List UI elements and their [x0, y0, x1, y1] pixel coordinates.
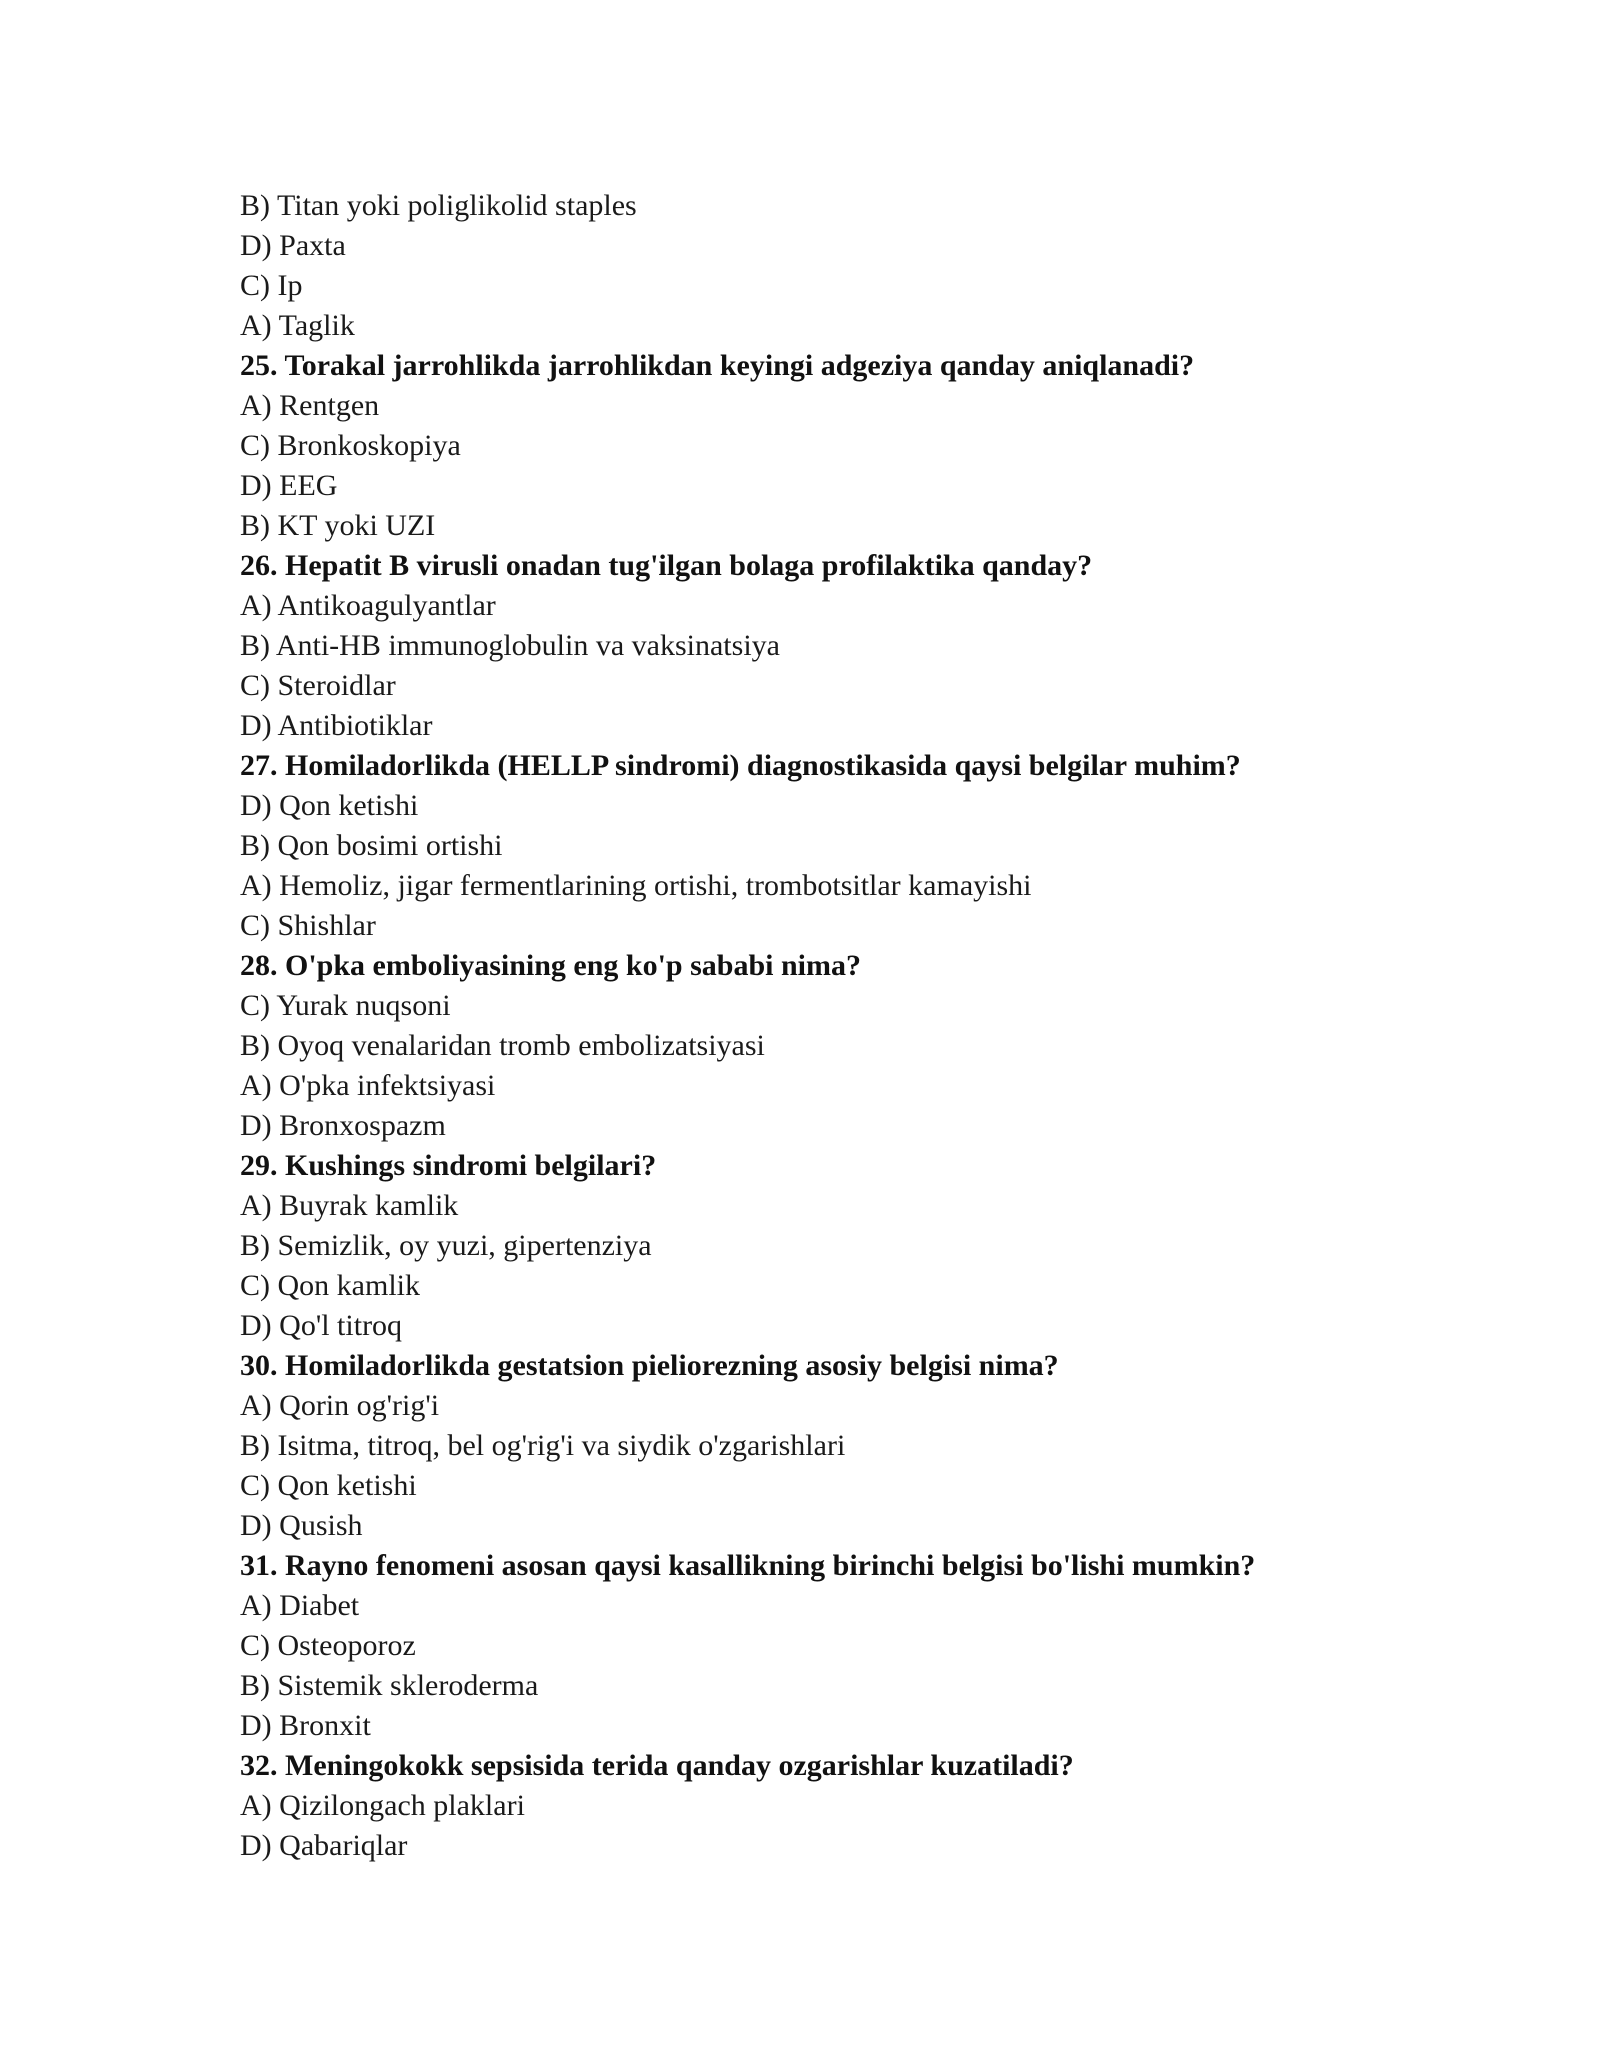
answer-option: B) Isitma, titroq, bel og'rig'i va siydik o'zgarishlari — [240, 1429, 846, 1462]
answer-option: A) Rentgen — [240, 389, 380, 422]
answer-option: B) Oyoq venalaridan tromb embolizatsiyasi — [240, 1029, 765, 1062]
answer-option: D) Qo'l titroq — [240, 1309, 403, 1342]
answer-option: C) Steroidlar — [240, 669, 396, 702]
question-heading: 31. Rayno fenomeni asosan qaysi kasallikning birinchi belgisi bo'lishi mumkin? — [240, 1549, 1256, 1582]
answer-option: C) Yurak nuqsoni — [240, 989, 451, 1022]
answer-option: B) Sistemik skleroderma — [240, 1669, 539, 1702]
answer-option: C) Qon kamlik — [240, 1269, 420, 1302]
question-heading: 28. O'pka emboliyasining eng ko'p sababi nima? — [240, 949, 862, 982]
question-heading: 25. Torakal jarrohlikda jarrohlikdan keyingi adgeziya qanday aniqlanadi? — [240, 349, 1195, 382]
answer-option: B) Titan yoki poliglikolid staples — [240, 189, 637, 222]
answer-option: D) Qabariqlar — [240, 1829, 408, 1862]
answer-option: A) Antikoagulyantlar — [240, 589, 496, 622]
answer-option: A) Diabet — [240, 1589, 360, 1622]
answer-option: C) Ip — [240, 269, 303, 302]
question-heading: 30. Homiladorlikda gestatsion pieliorezning asosiy belgisi nima? — [240, 1349, 1059, 1382]
answer-option: D) Qusish — [240, 1509, 363, 1542]
answer-option: A) Qizilongach plaklari — [240, 1789, 525, 1822]
answer-option: C) Osteoporoz — [240, 1629, 416, 1662]
question-heading: 32. Meningokokk sepsisida terida qanday ozgarishlar kuzatiladi? — [240, 1749, 1074, 1782]
answer-option: B) KT yoki UZI — [240, 509, 436, 542]
answer-option: D) Qon ketishi — [240, 789, 419, 822]
answer-option: B) Qon bosimi ortishi — [240, 829, 503, 862]
answer-option: C) Qon ketishi — [240, 1469, 417, 1502]
answer-option: D) Bronxospazm — [240, 1109, 446, 1142]
answer-option: A) Taglik — [240, 309, 355, 342]
answer-option: D) Bronxit — [240, 1709, 371, 1742]
answer-option: D) Paxta — [240, 229, 346, 262]
answer-option: C) Shishlar — [240, 909, 376, 942]
answer-option: A) Qorin og'rig'i — [240, 1389, 440, 1422]
question-heading: 27. Homiladorlikda (HELLP sindromi) diagnostikasida qaysi belgilar muhim? — [240, 749, 1241, 782]
answer-option: D) Antibiotiklar — [240, 709, 433, 742]
answer-option: A) Hemoliz, jigar fermentlarining ortishi, trombotsitlar kamayishi — [240, 869, 1032, 902]
answer-option: C) Bronkoskopiya — [240, 429, 461, 462]
answer-option: A) O'pka infektsiyasi — [240, 1069, 496, 1102]
question-heading: 26. Hepatit B virusli onadan tug'ilgan bolaga profilaktika qanday? — [240, 549, 1093, 582]
answer-option: A) Buyrak kamlik — [240, 1189, 459, 1222]
answer-option: B) Anti-HB immunoglobulin va vaksinatsiya — [240, 629, 780, 662]
question-heading: 29. Kushings sindromi belgilari? — [240, 1149, 657, 1182]
answer-option: B) Semizlik, oy yuzi, gipertenziya — [240, 1229, 652, 1262]
answer-option: D) EEG — [240, 469, 338, 502]
quiz-content — [240, 186, 1440, 1866]
